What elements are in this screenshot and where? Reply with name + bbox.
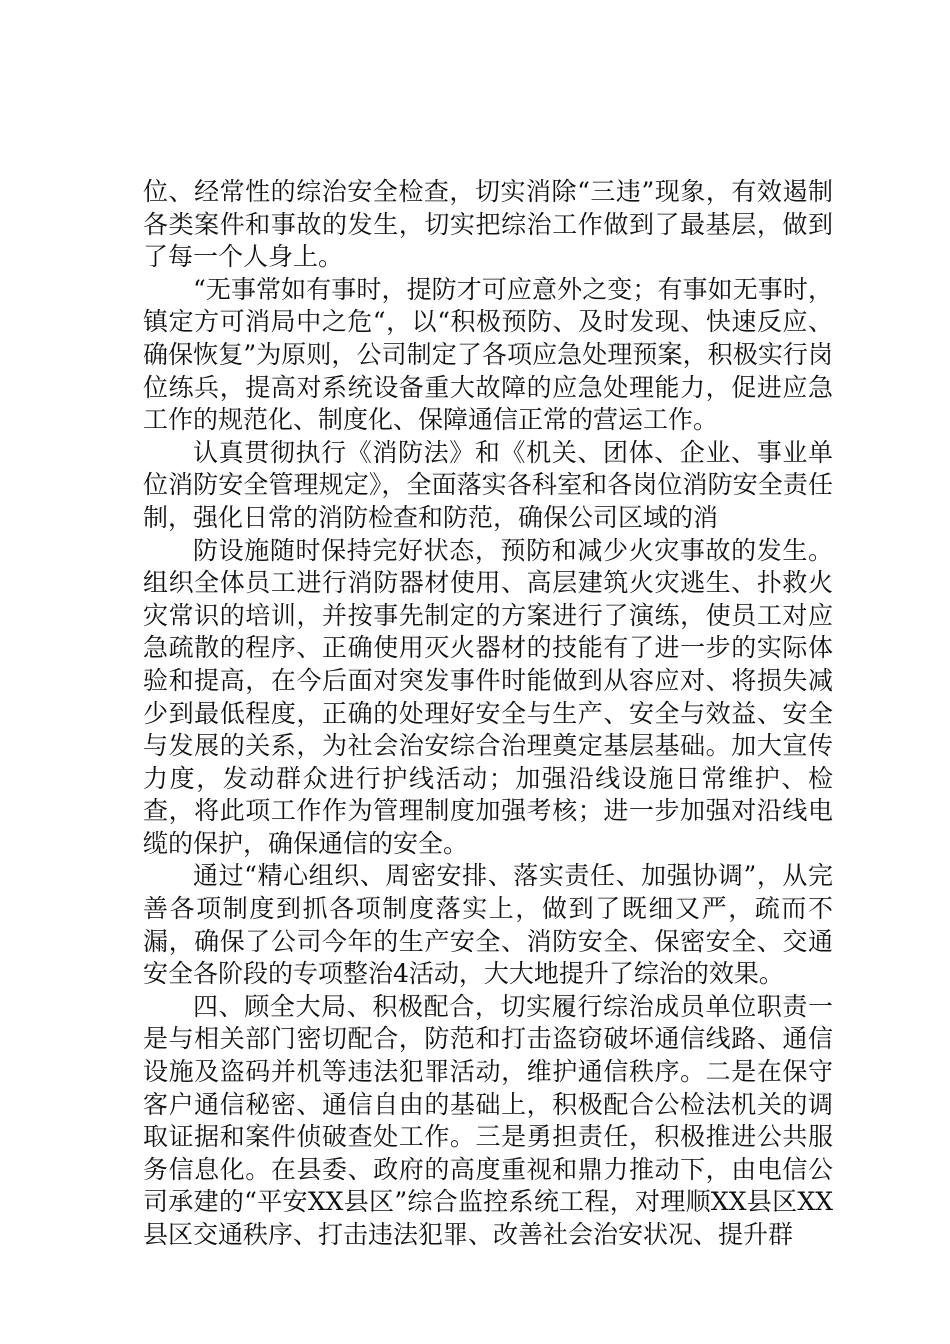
paragraph-3: 认真贯彻执行《消防法》和《机关、团体、企业、事业单位消防安全管理规定》，全面落实各科室和各岗位消防安全责任制，强化日常的消防检查和防范，确保公司区域的消	[143, 437, 833, 532]
paragraph-1: 位、经常性的综治安全检查，切实消除“三违”现象，有效遏制各类案件和事故的发生，切实把综治工作做到了最基层，做到了每一个人身上。	[143, 177, 833, 272]
paragraph-5: 通过“精心组织、周密安排、落实责任、加强协调”，从完善各项制度到抓各项制度落实上，做到了既细又严，疏而不漏，确保了公司今年的生产安全、消防安全、保密安全、交通安全各阶段的专项整治4活动，大大地提升了综治的效果。	[143, 861, 833, 989]
paragraph-4: 防设施随时保持完好状态，预防和减少火灾事故的发生。组织全体员工进行消防器材使用、高层建筑火灾逃生、扑救火灾常识的培训，并按事先制定的方案进行了演练，使员工对应急疏散的程序、正确使用灭火器材的技能有了进一步的实际体验和提高，在今后面对突发事件时能做到从容应对、将损失减少到最低程度，正确的处理好安全与生产、安全与效益、安全与发展的关系，为社会治安综合治理奠定基层基础。加大宣传力度，发动群众进行护线活动；加强沿线设施日常维护、检查，将此项工作作为管理制度加强考核；进一步加强对沿线电缆的保护，确保通信的安全。	[143, 535, 833, 858]
document-body	[143, 176, 833, 1252]
paragraph-2: “无事常如有事时，提防才可应意外之变；有事如无事时，镇定方可消局中之危“，以“积极预防、及时发现、快速反应、确保恢复”为原则，公司制定了各项应急处理预案，积极实行岗位练兵，提高对系统设备重大故障的应急处理能力，促进应急工作的规范化、制度化、保障通信正常的营运工作。	[143, 274, 833, 435]
paragraph-6: 四、顾全大局、积极配合，切实履行综治成员单位职责一是与相关部门密切配合，防范和打击盗窃破坏通信线路、通信设施及盗码并机等违法犯罪活动，维护通信秩序。二是在保守客户通信秘密、通信自由的基础上，积极配合公检法机关的调取证据和案件侦破查处工作。三是勇担责任，积极推进公共服务信息化。在县委、政府的高度重视和鼎力推动下，由电信公司承建的“平安XX县区”综合监控系统工程，对理顺XX县区XX县区交通秩序、打击违法犯罪、改善社会治安状况、提升群	[143, 991, 833, 1249]
